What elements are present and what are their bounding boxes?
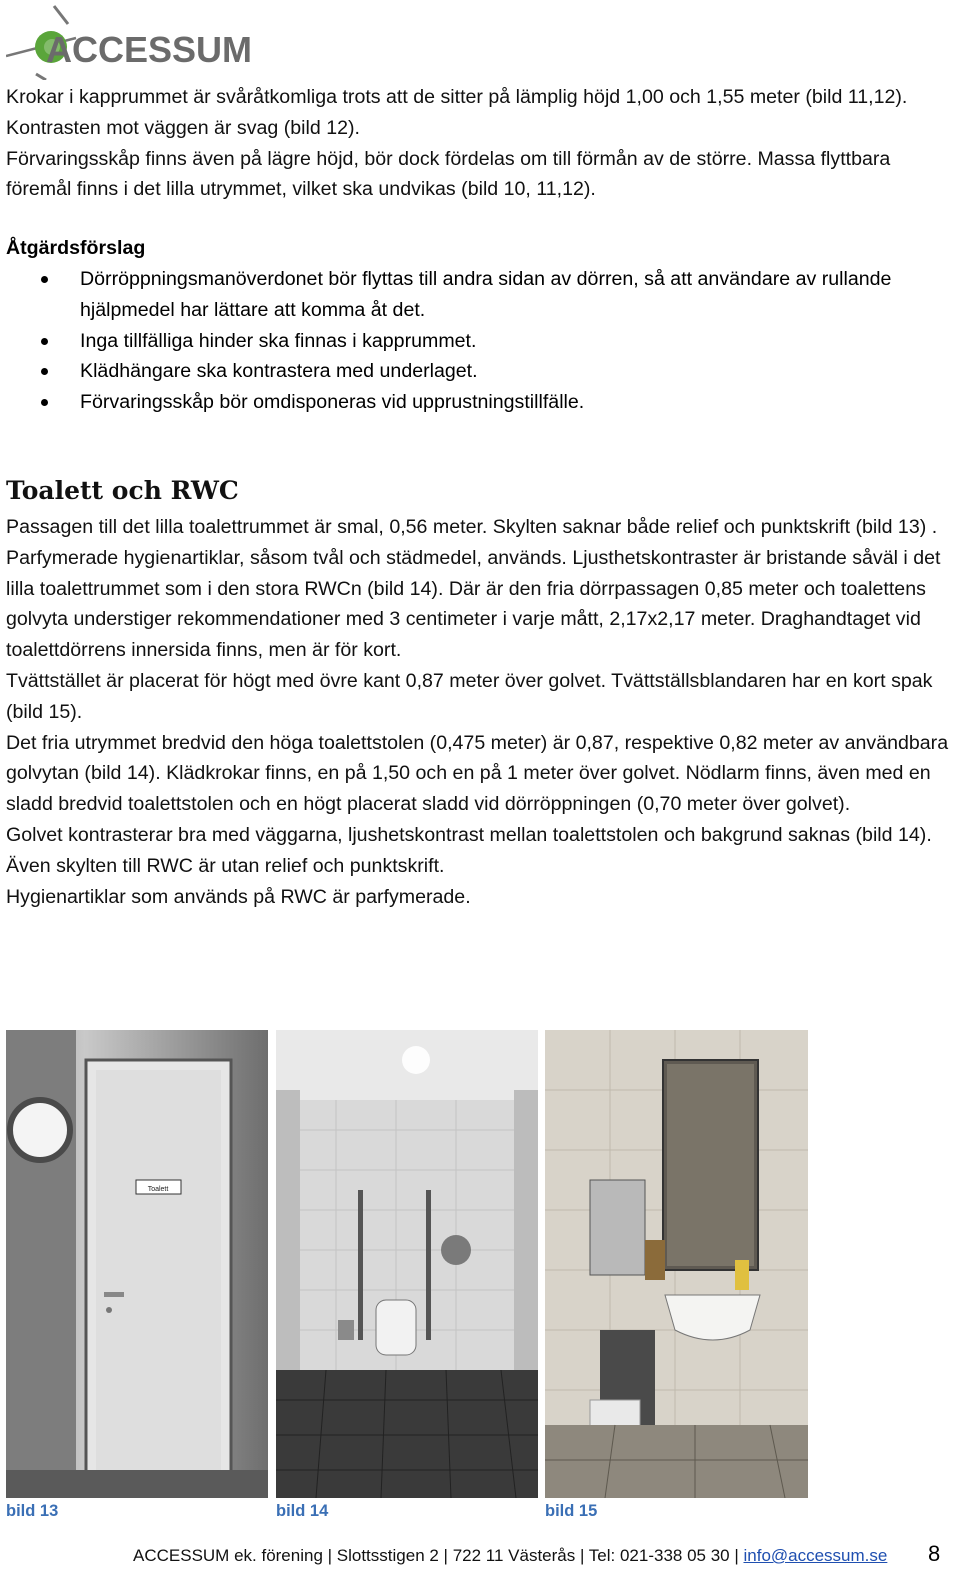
intro-paragraph: Krokar i kapprummet är svåråtkomliga trots att de sitter på lämplig höjd 1,00 och 1,55 meter (bild 11,12). Kontrasten mot väggen är svag (bild 12). — [6, 86, 908, 139]
measures-list — [6, 264, 954, 418]
measures-heading: Åtgärdsförslag — [6, 237, 146, 259]
footer-text: ACCESSUM ek. förening | Slottsstigen 2 | 722 11 Västerås | Tel: 021-338 05 30 | — [133, 1546, 744, 1565]
section-paragraph: Hygienartiklar som används på RWC är parfymerade. — [6, 885, 471, 908]
section-title: Toalett och RWC — [6, 476, 239, 505]
photo-bild-14 — [276, 1030, 538, 1498]
bullet-icon — [41, 338, 48, 345]
caption-bild-15: bild 15 — [545, 1502, 598, 1520]
intro-paragraph: Förvaringsskåp finns även på lägre höjd, bör dock fördelas om till förmån av de större. Massa flyttbara föremål finns i det lilla utrymmet, vilket ska undvikas (bild 10, 11,12). — [6, 147, 891, 201]
section-body — [6, 512, 954, 912]
section-paragraph: Även skylten till RWC är utan relief och punktskrift. — [6, 854, 445, 877]
section-paragraph: Golvet kontrasterar bra med väggarna, ljushetskontrast mellan toalettstolen och bakgrund saknas (bild 14). — [6, 823, 932, 846]
photo-bild-13 — [6, 1030, 268, 1498]
door-sign: Toalett — [147, 1186, 169, 1193]
page-number: 8 — [928, 1541, 941, 1566]
section-paragraph: Passagen till det lilla toalettrummet är smal, 0,56 meter. Skylten saknar både relief och punktskrift (bild 13) . Parfymerade hygienartiklar, såsom tvål och städmedel, används. Ljusthetskontraster är bristande såväl i det lilla toalettrummet som i den stora RWCn (bild 14). Där är den fria dörrpassagen 0,85 meter och toalettens golvyta understiger rekommendationer med 3 centimeter i varje mått, 2,17x2,17 meter. Draghandtaget vid toalettdörrens innersida finns, men är för kort. — [6, 516, 941, 662]
list-item: Inga tillfälliga hinder ska finnas i kapprummet. — [6, 326, 954, 357]
bullet-icon — [41, 399, 48, 406]
footer-email-link[interactable]: info@accessum.se — [743, 1546, 888, 1565]
bullet-icon — [41, 276, 48, 283]
logo-wordmark: ACCESSUM — [46, 29, 253, 70]
photo-bild-15 — [545, 1030, 808, 1498]
list-item: Klädhängare ska kontrastera med underlaget. — [6, 356, 954, 387]
page-footer — [133, 1544, 893, 1568]
section-paragraph: Tvättstället är placerat för högt med övre kant 0,87 meter över golvet. Tvättställsblandaren har en kort spak (bild 15). — [6, 669, 933, 723]
list-item: Dörröppningsmanöverdonet bör flyttas till andra sidan av dörren, så att användare av rullande hjälpmedel har lättare att komma åt det. — [6, 264, 954, 326]
accessum-logo — [6, 4, 276, 80]
section-paragraph: Det fria utrymmet bredvid den höga toalettstolen (0,475 meter) är 0,87, respektive 0,82 meter av användbara golvytan (bild 14). Klädkrokar finns, en på 1,50 och en på 1 meter över golvet. Nödlarm finns, även med en sladd bredvid toalettstolen och en högt placerat sladd vid dörröppningen (0,70 meter över golvet). — [6, 731, 949, 816]
caption-bild-13: bild 13 — [6, 1502, 59, 1520]
intro-text — [6, 82, 954, 205]
accessum-logo-mark — [6, 4, 276, 80]
caption-bild-14: bild 14 — [276, 1502, 329, 1520]
list-item: Förvaringsskåp bör omdisponeras vid upprustningstillfälle. — [6, 387, 954, 418]
bullet-icon — [41, 368, 48, 375]
